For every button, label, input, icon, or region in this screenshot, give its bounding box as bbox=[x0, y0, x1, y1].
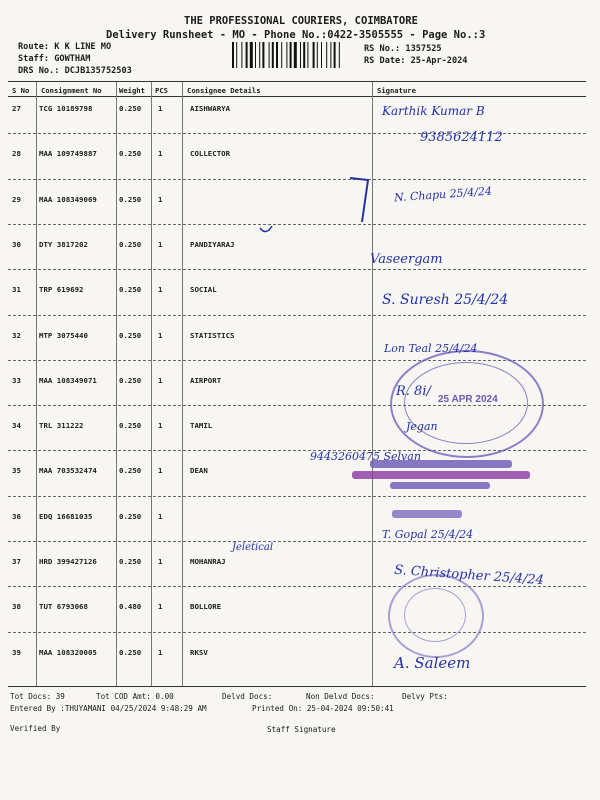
row-weight: 0.250 bbox=[119, 375, 142, 385]
column-divider bbox=[116, 82, 117, 686]
row27-handwritten-name: Karthik Kumar B bbox=[382, 104, 485, 118]
row-sno: 27 bbox=[12, 104, 21, 113]
row-sno: 28 bbox=[12, 149, 21, 159]
printed-on: Printed On: 25-04-2024 09:50:41 bbox=[252, 704, 394, 713]
row-consignee-name: SOCIAL bbox=[190, 285, 217, 295]
entered-by: Entered By :THUYAMANI 04/25/2024 9:48:29 AM bbox=[10, 704, 207, 713]
row-consignee-name: MOHANRAJ bbox=[190, 557, 226, 566]
row-separator bbox=[8, 269, 586, 270]
company-title: THE PROFESSIONAL COURIERS, COIMBATORE bbox=[184, 15, 418, 27]
row34-signature: Jegan bbox=[406, 420, 438, 433]
column-divider bbox=[36, 82, 37, 686]
row-consignee-name: BOLLORE bbox=[190, 602, 222, 612]
row-pcs: 1 bbox=[158, 194, 163, 204]
row-consignment-number: HRD 399427126 bbox=[39, 557, 97, 566]
row27-handwritten-phone: 9385624112 bbox=[420, 130, 503, 145]
row-consignment-number: MAA 108320005 bbox=[39, 647, 97, 657]
row-consignment-number: TRL 311222 bbox=[39, 421, 84, 431]
row30-signature: Vaseergam bbox=[370, 252, 443, 267]
row-pcs: 1 bbox=[158, 149, 163, 159]
row32-signature: Lon Teal 25/4/24 bbox=[384, 342, 478, 355]
row-consignment-number: TCG 10189798 bbox=[39, 104, 93, 113]
row-pcs: 1 bbox=[158, 557, 163, 566]
row-pcs: 1 bbox=[158, 239, 163, 249]
staff-signature-label: Staff Signature bbox=[267, 725, 336, 734]
col-header-consignment: Consignment No bbox=[41, 86, 102, 95]
row33-signature: R. 8i/ bbox=[396, 384, 431, 399]
runsheet-subtitle: Delivery Runsheet - MO - Phone No.:0422-3505555 - Page No.:3 bbox=[106, 29, 486, 41]
delivery-points: Delvy Pts: bbox=[402, 692, 448, 701]
row35-handwritten-phone: 9443260475 Selvan bbox=[310, 450, 421, 463]
row-sno: 32 bbox=[12, 330, 21, 340]
column-divider bbox=[182, 82, 183, 686]
row-consignment-number: TUT 6793068 bbox=[39, 602, 88, 612]
row-consignee-name: PANDIYARAJ bbox=[190, 239, 235, 249]
column-header-rule bbox=[8, 96, 586, 97]
staff-label: Staff: GOWTHAM bbox=[18, 54, 91, 64]
rs-date: RS Date: 25-Apr-2024 bbox=[364, 56, 468, 66]
header-rule bbox=[8, 81, 586, 82]
row-consignment-number: MAA 109749887 bbox=[39, 149, 97, 159]
total-docs: Tot Docs: 39 bbox=[10, 692, 65, 701]
row-sno: 30 bbox=[12, 239, 21, 249]
col-header-signature: Signature bbox=[377, 86, 416, 95]
row-sno: 39 bbox=[12, 647, 21, 657]
row-weight: 0.250 bbox=[119, 421, 142, 431]
row-consignee-name: DEAN bbox=[190, 466, 208, 476]
row-weight: 0.250 bbox=[119, 557, 142, 566]
row-weight: 0.250 bbox=[119, 511, 142, 521]
row-pcs: 1 bbox=[158, 647, 163, 657]
row-consignment-number: TRP 619692 bbox=[39, 285, 84, 295]
footer-rule bbox=[8, 686, 586, 687]
row36-signature: T. Gopal 25/4/24 bbox=[382, 528, 474, 541]
pen-mark bbox=[250, 170, 380, 240]
row-consignee-name: RKSV bbox=[190, 647, 208, 657]
verified-by-label: Verified By bbox=[10, 724, 61, 733]
row-consignment-number: EDQ 16681035 bbox=[39, 511, 93, 521]
row-weight: 0.250 bbox=[119, 104, 142, 113]
row-weight: 0.480 bbox=[119, 602, 142, 612]
col-header-pcs: PCS bbox=[155, 86, 168, 95]
row37-signature: S. Christopher 25/4/24 bbox=[393, 562, 545, 589]
stamp-date: 25 APR 2024 bbox=[438, 394, 498, 405]
round-seal-stamp bbox=[388, 574, 484, 658]
total-cod-amount: Tot COD Amt: 0.00 bbox=[96, 692, 174, 701]
row-weight: 0.250 bbox=[119, 149, 142, 159]
department-rubber-stamp bbox=[352, 458, 530, 502]
rs-number: RS No.: 1357525 bbox=[364, 44, 442, 54]
row-weight: 0.250 bbox=[119, 330, 142, 340]
row39-signature: A. Saleem bbox=[394, 654, 471, 672]
row-consignee-name: AISHWARYA bbox=[190, 104, 231, 113]
row-pcs: 1 bbox=[158, 375, 163, 385]
row-sno: 29 bbox=[12, 194, 21, 204]
row-weight: 0.250 bbox=[119, 239, 142, 249]
column-divider bbox=[151, 82, 152, 686]
row-pcs: 1 bbox=[158, 330, 163, 340]
drs-number: DRS No.: DCJB135752503 bbox=[18, 66, 132, 76]
route-label: Route: K K LINE MO bbox=[18, 42, 112, 52]
row-pcs: 1 bbox=[158, 421, 163, 431]
row-consignment-number: MAA 108349069 bbox=[39, 194, 97, 204]
row-consignee-name: AIRPORT bbox=[190, 375, 222, 385]
row-pcs: 1 bbox=[158, 602, 163, 612]
row-consignee-name: STATISTICS bbox=[190, 330, 235, 340]
row-separator bbox=[8, 586, 586, 587]
col-header-sno: S No bbox=[12, 86, 30, 95]
row-sno: 37 bbox=[12, 557, 21, 566]
row-separator bbox=[8, 315, 586, 316]
row-consignment-number: MTP 3075440 bbox=[39, 330, 88, 340]
row-separator bbox=[8, 541, 586, 542]
row-sno: 38 bbox=[12, 602, 21, 612]
row-pcs: 1 bbox=[158, 104, 163, 113]
row-consignment-number: MAA 703532474 bbox=[39, 466, 97, 476]
row-sno: 35 bbox=[12, 466, 21, 476]
stamp-fragment bbox=[392, 510, 462, 518]
barcode bbox=[232, 42, 358, 68]
row-sno: 31 bbox=[12, 285, 21, 295]
row-weight: 0.250 bbox=[119, 285, 142, 295]
row29-signature: N. Chapu 25/4/24 bbox=[393, 184, 493, 205]
row-sno: 34 bbox=[12, 421, 21, 431]
col-header-weight: Weight bbox=[119, 86, 145, 95]
row-sno: 36 bbox=[12, 511, 21, 521]
row-pcs: 1 bbox=[158, 285, 163, 295]
col-header-consignee: Consignee Details bbox=[187, 86, 261, 95]
row31-signature: S. Suresh 25/4/24 bbox=[382, 292, 509, 308]
row37-handwritten-note: Jeletical bbox=[232, 542, 274, 553]
row-consignment-number: MAA 108349071 bbox=[39, 375, 97, 385]
non-delivered-docs: Non Delvd Docs: bbox=[306, 692, 375, 701]
row-pcs: 1 bbox=[158, 466, 163, 476]
row-consignee-name: TAMIL bbox=[190, 421, 213, 431]
row-pcs: 1 bbox=[158, 511, 163, 521]
row-weight: 0.250 bbox=[119, 194, 142, 204]
row-weight: 0.250 bbox=[119, 466, 142, 476]
row-sno: 33 bbox=[12, 375, 21, 385]
row-consignment-number: DTY 3817202 bbox=[39, 239, 88, 249]
row-separator bbox=[8, 632, 586, 633]
delivered-docs: Delvd Docs: bbox=[222, 692, 273, 701]
row-consignee-name: COLLECTOR bbox=[190, 149, 231, 159]
row-weight: 0.250 bbox=[119, 647, 142, 657]
